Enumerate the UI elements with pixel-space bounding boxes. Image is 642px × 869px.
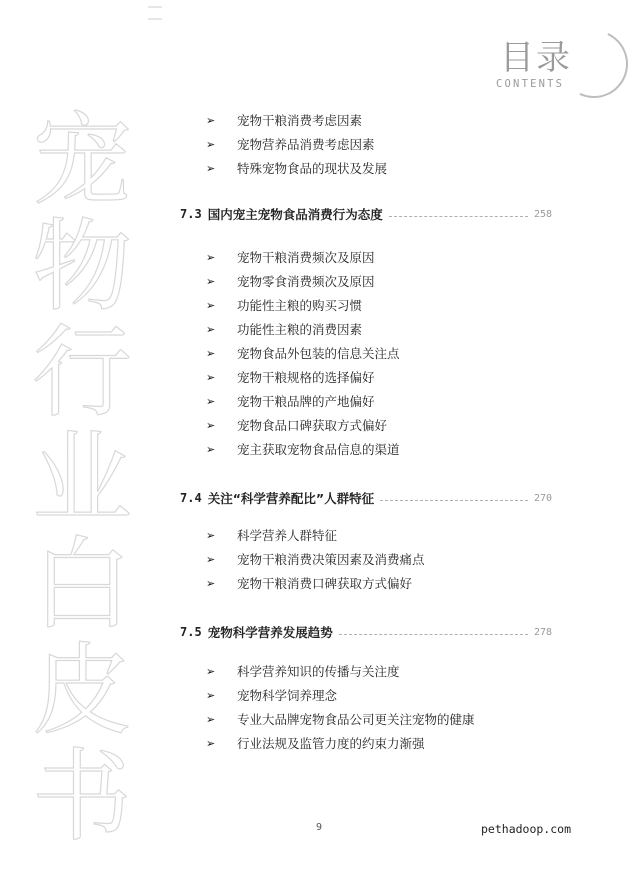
dotted-leader: [339, 634, 528, 635]
arrow-right-icon: ➢: [206, 552, 216, 566]
section-page-number: 270: [533, 492, 552, 504]
list-item: ➢ 功能性主粮的消费因素: [206, 322, 363, 337]
decorative-mark: [148, 6, 162, 20]
list-item: ➢ 功能性主粮的购买习惯: [206, 298, 363, 313]
section-heading-7-4[interactable]: 7.4 关注“科学营养配比”人群特征 270: [180, 491, 552, 506]
arrow-right-icon: ➢: [206, 346, 216, 360]
header-subtitle: CONTENTS: [496, 78, 565, 90]
list-item: ➢ 宠物食品外包装的信息关注点: [206, 346, 400, 361]
list-item: ➢ 宠物干粮消费考虑因素: [206, 113, 363, 128]
list-item: ➢ 宠物干粮品牌的产地偏好: [206, 394, 375, 409]
arrow-right-icon: ➢: [206, 442, 216, 456]
arrow-right-icon: ➢: [206, 250, 216, 264]
arrow-right-icon: ➢: [206, 664, 216, 678]
list-item: ➢ 行业法规及监管力度的约束力渐强: [206, 736, 425, 751]
list-item: ➢ 宠物干粮规格的选择偏好: [206, 370, 375, 385]
arrow-right-icon: ➢: [206, 298, 216, 312]
section-heading-7-3[interactable]: 7.3 国内宠主宠物食品消费行为态度 258: [180, 207, 552, 222]
list-item: ➢ 宠物科学饲养理念: [206, 688, 338, 703]
list-item: ➢ 科学营养知识的传播与关注度: [206, 664, 400, 679]
arrow-right-icon: ➢: [206, 528, 216, 542]
arrow-right-icon: ➢: [206, 161, 216, 175]
header-title: 目录: [500, 38, 572, 78]
dotted-leader: [389, 216, 528, 217]
arrow-right-icon: ➢: [206, 576, 216, 590]
arrow-right-icon: ➢: [206, 274, 216, 288]
watermark-vertical-title: 宠物行业白皮书: [32, 102, 132, 855]
list-item: ➢ 科学营养人群特征: [206, 528, 338, 543]
arrow-right-icon: ➢: [206, 113, 216, 127]
arrow-right-icon: ➢: [206, 137, 216, 151]
section-page-number: 278: [533, 626, 552, 638]
arrow-right-icon: ➢: [206, 688, 216, 702]
arrow-right-icon: ➢: [206, 322, 216, 336]
footer-page-number: 9: [316, 822, 323, 833]
list-item: ➢ 宠物干粮消费频次及原因: [206, 250, 375, 265]
list-item: ➢ 宠物干粮消费决策因素及消费痛点: [206, 552, 425, 567]
list-item: ➢ 宠物零食消费频次及原因: [206, 274, 375, 289]
footer-site-url[interactable]: pethadoop.com: [481, 822, 572, 836]
arrow-right-icon: ➢: [206, 370, 216, 384]
list-item: ➢ 宠物营养品消费考虑因素: [206, 137, 375, 152]
arrow-right-icon: ➢: [206, 394, 216, 408]
section-heading-7-5[interactable]: 7.5 宠物科学营养发展趋势 278: [180, 625, 552, 640]
list-item: ➢ 宠物食品口碑获取方式偏好: [206, 418, 388, 433]
list-item: ➢ 特殊宠物食品的现状及发展: [206, 161, 388, 176]
list-item: ➢ 专业大品牌宠物食品公司更关注宠物的健康: [206, 712, 475, 727]
list-item: ➢ 宠主获取宠物食品信息的渠道: [206, 442, 400, 457]
arrow-right-icon: ➢: [206, 736, 216, 750]
arrow-right-icon: ➢: [206, 712, 216, 726]
section-page-number: 258: [533, 208, 552, 220]
list-item: ➢ 宠物干粮消费口碑获取方式偏好: [206, 576, 413, 591]
arrow-right-icon: ➢: [206, 418, 216, 432]
dotted-leader: [380, 500, 528, 501]
